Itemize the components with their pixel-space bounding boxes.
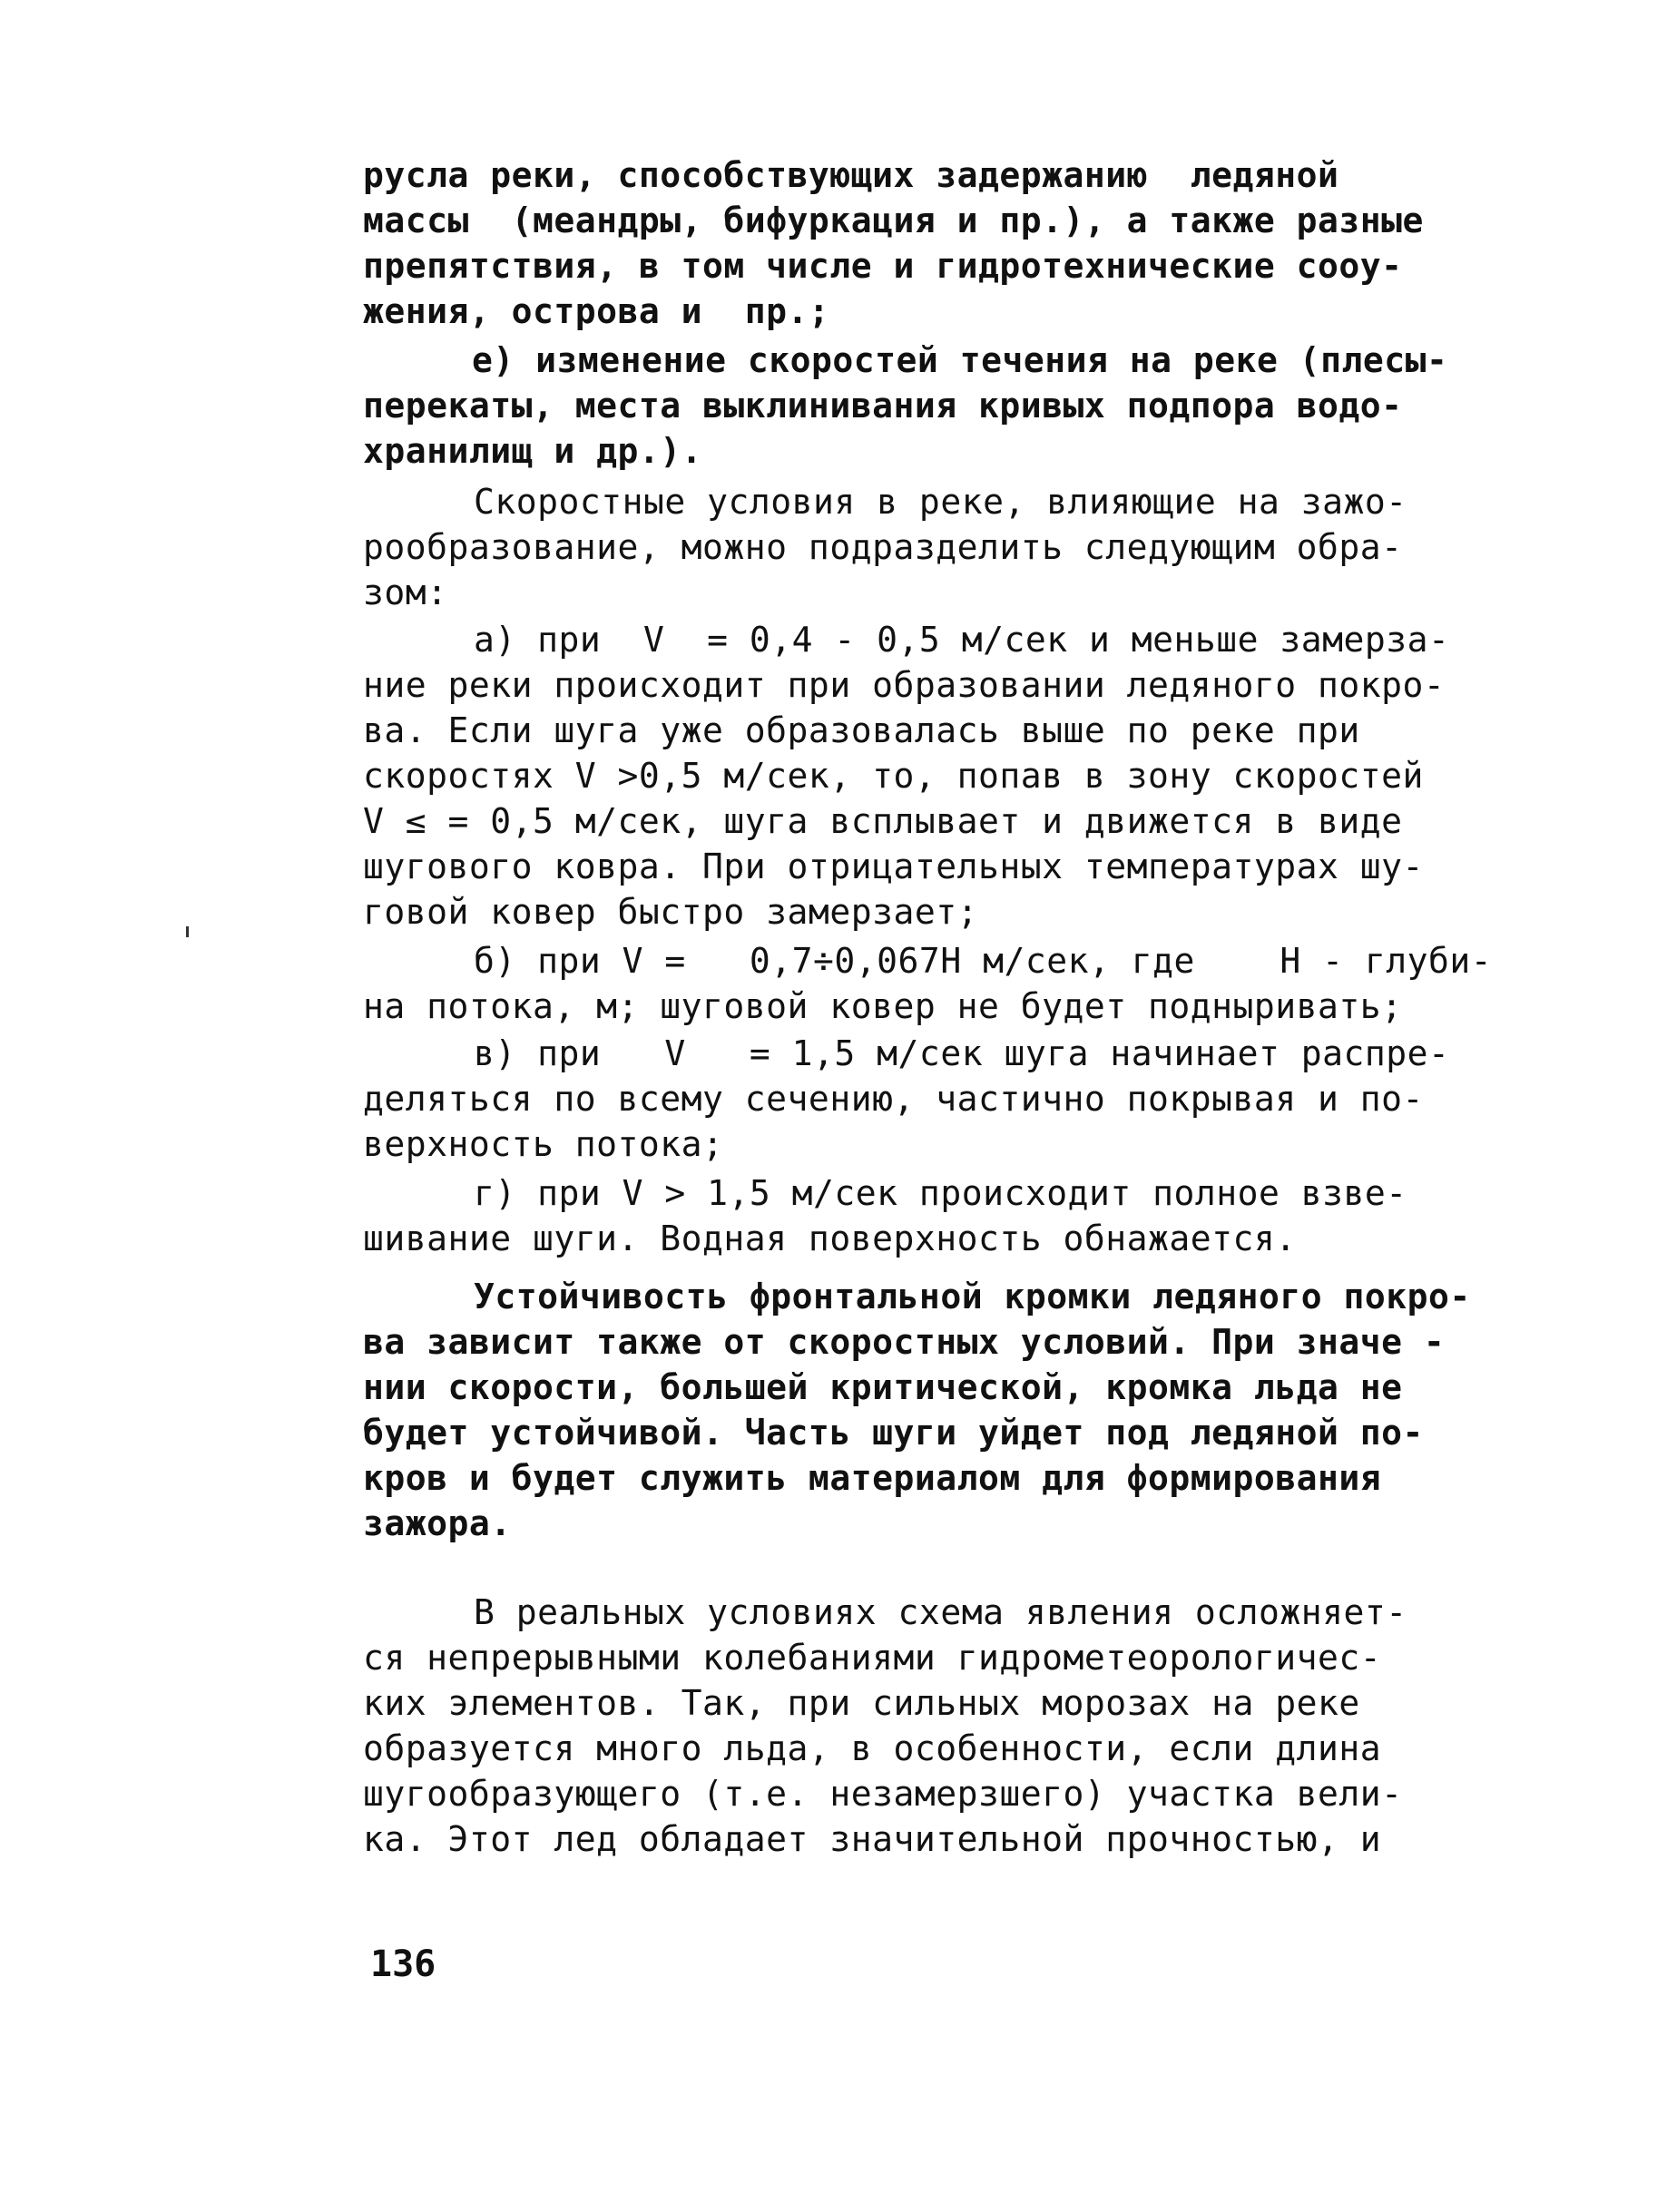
text-line-4: жения, острова и пр.; [363,291,830,331]
text-line-15: V ≤ = 0,5 м/сек, шуга всплывает и движется в виде [363,801,1403,841]
text-line-9: рообразование, можно подразделить следующим обра- [363,527,1403,567]
text-line-20: в) при V = 1,5 м/сек шуга начинает распре- [474,1033,1450,1073]
text-line-25: Устойчивость фронтальной кромки ледяного покро- [474,1277,1471,1316]
text-line-35: шугообразующего (т.е. незамерзшего) участка вели- [363,1774,1403,1814]
text-line-8: Скоростные условия в реке, влияющие на зажо- [474,482,1407,522]
stray-mark [186,926,189,937]
text-line-36: ка. Этот лед обладает значительной прочностью, и [363,1819,1382,1859]
text-line-26: ва зависит также от скоростных условий. При значе - [363,1322,1446,1362]
page-number: 136 [370,1943,436,1985]
text-line-21: деляться по всему сечению, частично покрывая и по- [363,1079,1424,1119]
text-line-1: русла реки, способствующих задержанию ледяной [363,155,1339,195]
text-line-27: нии скорости, большей критической, кромка льда не [363,1367,1403,1407]
text-line-16: шугового ковра. При отрицательных температурах шу- [363,847,1424,886]
text-line-11: а) при V = 0,4 - 0,5 м/сек и меньше замерза- [474,620,1450,660]
text-line-3: препятствия, в том числе и гидротехнические сооу- [363,246,1403,286]
text-line-14: скоростях V >0,5 м/сек, то, попав в зону скоростей [363,756,1424,796]
text-line-32: ся непрерывными колебаниями гидрометеорологичес- [363,1638,1382,1678]
text-line-24: шивание шуги. Водная поверхность обнажается. [363,1219,1297,1258]
text-line-23: г) при V > 1,5 м/сек происходит полное взве- [474,1173,1407,1213]
text-line-22: верхность потока; [363,1124,724,1164]
text-line-13: ва. Если шуга уже образовалась выше по реке при [363,710,1360,750]
text-line-6: перекаты, места выклинивания кривых подпора водо- [363,386,1403,426]
text-line-34: образуется много льда, в особенности, если длина [363,1728,1382,1768]
text-line-10: зом: [363,573,448,612]
text-line-19: на потока, м; шуговой ковер не будет подныривать; [363,986,1403,1026]
text-line-17: говой ковер быстро замерзает; [363,892,978,932]
text-line-5: е) изменение скоростей течения на реке (плесы- [472,340,1448,380]
text-line-18: б) при V = 0,7÷0,067H м/сек, где H - глуби- [474,941,1493,981]
text-line-28: будет устойчивой. Часть шуги уйдет под ледяной по- [363,1413,1424,1453]
text-line-31: В реальных условиях схема явления осложняет- [474,1592,1407,1632]
text-line-33: ких элементов. Так, при сильных морозах на реке [363,1683,1360,1723]
text-line-2: массы (меандры, бифуркация и пр.), а также разные [363,201,1424,240]
text-line-30: зажора. [363,1503,512,1543]
text-line-29: кров и будет служить материалом для формирования [363,1458,1382,1498]
text-line-7: хранилищ и др.). [363,431,703,471]
text-line-12: ние реки происходит при образовании ледяного покро- [363,665,1446,705]
